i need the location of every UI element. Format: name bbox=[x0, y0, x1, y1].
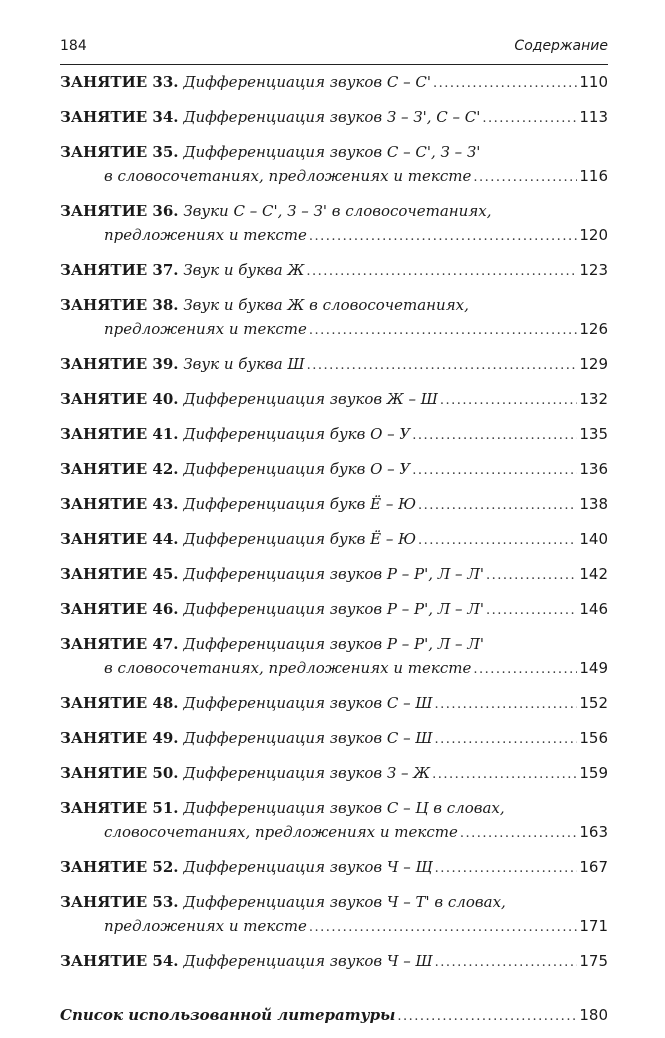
dot-leader bbox=[432, 763, 577, 787]
lesson-label: ЗАНЯТИЕ 44. bbox=[60, 530, 179, 548]
lesson-title: Дифференциация звуков Р – Р', Л – Л' bbox=[183, 635, 484, 653]
dot-leader bbox=[397, 1005, 577, 1029]
page-ref: 171 bbox=[579, 917, 608, 935]
lesson-label: ЗАНЯТИЕ 33. bbox=[60, 73, 179, 91]
lesson-title: Звук и буква Ж bbox=[183, 261, 305, 279]
page-ref: 167 bbox=[579, 858, 608, 876]
page-ref: 159 bbox=[579, 764, 608, 782]
page-ref: 120 bbox=[579, 226, 608, 244]
lesson-title: Звук и буква Ж в словосочетаниях, bbox=[183, 296, 469, 314]
lesson-label: ЗАНЯТИЕ 47. bbox=[60, 635, 179, 653]
dot-leader bbox=[435, 857, 578, 881]
lesson-label: ЗАНЯТИЕ 34. bbox=[60, 108, 179, 126]
page-ref: 135 bbox=[579, 425, 608, 443]
dot-leader bbox=[418, 529, 577, 553]
lesson-title: Звук и буква Ш bbox=[183, 355, 305, 373]
dot-leader bbox=[307, 354, 578, 378]
lesson-label: ЗАНЯТИЕ 41. bbox=[60, 425, 179, 443]
lesson-label: ЗАНЯТИЕ 45. bbox=[60, 565, 179, 583]
lesson-title: Звуки С – С', З – З' в словосочетаниях, bbox=[183, 202, 492, 220]
toc-entry bbox=[60, 199, 608, 249]
lesson-title: предложениях и тексте bbox=[104, 320, 307, 338]
lesson-title: Дифференциация звуков С – Ц в словах, bbox=[183, 799, 505, 817]
page-ref: 146 bbox=[579, 600, 608, 618]
dot-leader bbox=[435, 728, 578, 752]
dot-leader bbox=[412, 459, 577, 483]
page-ref: 129 bbox=[579, 355, 608, 373]
dot-leader bbox=[482, 107, 577, 131]
lesson-title: Дифференциация букв Ё – Ю bbox=[183, 495, 416, 513]
lesson-title: Дифференциация звуков С – С' bbox=[183, 73, 431, 91]
lesson-title: Дифференциация звуков Р – Р', Л – Л' bbox=[183, 565, 484, 583]
lesson-label: ЗАНЯТИЕ 49. bbox=[60, 729, 179, 747]
toc-entry bbox=[60, 890, 608, 940]
page-ref: 163 bbox=[579, 823, 608, 841]
lesson-title: Дифференциация звуков Ч – Щ bbox=[183, 858, 433, 876]
lesson-label: ЗАНЯТИЕ 54. bbox=[60, 952, 179, 970]
page-ref: 132 bbox=[579, 390, 608, 408]
lesson-title: Дифференциация букв Ё – Ю bbox=[183, 530, 416, 548]
dot-leader bbox=[306, 260, 577, 284]
page-ref: 136 bbox=[579, 460, 608, 478]
dot-leader bbox=[433, 72, 577, 96]
toc-entry bbox=[60, 562, 608, 588]
toc-entry bbox=[60, 597, 608, 623]
lesson-title: Дифференциация звуков Р – Р', Л – Л' bbox=[183, 600, 484, 618]
toc-entry bbox=[60, 691, 608, 717]
lesson-label: ЗАНЯТИЕ 48. bbox=[60, 694, 179, 712]
lesson-label: ЗАНЯТИЕ 46. bbox=[60, 600, 179, 618]
page-ref: 116 bbox=[579, 167, 608, 185]
dot-leader bbox=[473, 166, 577, 190]
lesson-title: Дифференциация звуков Ч – Ш bbox=[183, 952, 433, 970]
lesson-label: ЗАНЯТИЕ 38. bbox=[60, 296, 179, 314]
lesson-label: ЗАНЯТИЕ 40. bbox=[60, 390, 179, 408]
dot-leader bbox=[473, 658, 577, 682]
lesson-title: Дифференциация звуков С – Ш bbox=[183, 729, 433, 747]
toc-entry bbox=[60, 387, 608, 413]
lesson-label: ЗАНЯТИЕ 51. bbox=[60, 799, 179, 817]
page-ref: 180 bbox=[579, 1006, 608, 1024]
lesson-title: Дифференциация звуков Ч – Т' в словах, bbox=[183, 893, 506, 911]
toc-entry bbox=[60, 949, 608, 975]
lesson-title: Дифференциация звуков С – Ш bbox=[183, 694, 433, 712]
page-ref: 175 bbox=[579, 952, 608, 970]
lesson-label: ЗАНЯТИЕ 52. bbox=[60, 858, 179, 876]
lesson-label: ЗАНЯТИЕ 36. bbox=[60, 202, 179, 220]
lesson-label: ЗАНЯТИЕ 50. bbox=[60, 764, 179, 782]
dot-leader bbox=[440, 389, 577, 413]
page-ref: 138 bbox=[579, 495, 608, 513]
lesson-title: предложениях и тексте bbox=[104, 226, 307, 244]
toc-entry bbox=[60, 855, 608, 881]
lesson-title: словосочетаниях, предложениях и тексте bbox=[104, 823, 458, 841]
toc-entry bbox=[60, 796, 608, 846]
table-of-contents bbox=[60, 70, 608, 1038]
toc-entry bbox=[60, 726, 608, 752]
page-header bbox=[60, 38, 608, 54]
page-ref: 126 bbox=[579, 320, 608, 338]
lesson-label: ЗАНЯТИЕ 53. bbox=[60, 893, 179, 911]
page-ref: 152 bbox=[579, 694, 608, 712]
toc-entry bbox=[60, 457, 608, 483]
bibliography-title: Список использованной литературы bbox=[60, 1006, 396, 1024]
lesson-title: Дифференциация букв О – У bbox=[183, 460, 411, 478]
running-title: Содержание bbox=[514, 38, 608, 54]
toc-entry bbox=[60, 140, 608, 190]
toc-entry bbox=[60, 258, 608, 284]
page-ref: 110 bbox=[579, 73, 608, 91]
dot-leader bbox=[412, 424, 577, 448]
page-ref: 149 bbox=[579, 659, 608, 677]
dot-leader bbox=[309, 916, 578, 940]
toc-entry bbox=[60, 105, 608, 131]
toc-entry bbox=[60, 492, 608, 518]
toc-entry bbox=[60, 632, 608, 682]
dot-leader bbox=[486, 599, 577, 623]
dot-leader bbox=[435, 951, 578, 975]
toc-entry bbox=[60, 761, 608, 787]
lesson-title: предложениях и тексте bbox=[104, 917, 307, 935]
dot-leader bbox=[418, 494, 577, 518]
lesson-title: Дифференциация звуков З – З', С – С' bbox=[183, 108, 481, 126]
lesson-label: ЗАНЯТИЕ 37. bbox=[60, 261, 179, 279]
dot-leader bbox=[486, 564, 577, 588]
toc-entry bbox=[60, 70, 608, 96]
page-ref: 142 bbox=[579, 565, 608, 583]
page-ref: 123 bbox=[579, 261, 608, 279]
toc-entry bbox=[60, 422, 608, 448]
toc-entry bbox=[60, 293, 608, 343]
lesson-title: Дифференциация букв О – У bbox=[183, 425, 411, 443]
page-ref: 140 bbox=[579, 530, 608, 548]
lesson-label: ЗАНЯТИЕ 42. bbox=[60, 460, 179, 478]
lesson-title: Дифференциация звуков Ж – Ш bbox=[183, 390, 438, 408]
lesson-title: в словосочетаниях, предложениях и тексте bbox=[104, 167, 472, 185]
header-rule bbox=[60, 64, 608, 65]
lesson-title: Дифференциация звуков С – С', З – З' bbox=[183, 143, 481, 161]
dot-leader bbox=[309, 225, 578, 249]
dot-leader bbox=[309, 319, 578, 343]
lesson-title: в словосочетаниях, предложениях и тексте bbox=[104, 659, 472, 677]
dot-leader bbox=[460, 822, 577, 846]
lesson-label: ЗАНЯТИЕ 43. bbox=[60, 495, 179, 513]
page-ref: 113 bbox=[579, 108, 608, 126]
bibliography-entry bbox=[60, 1003, 608, 1029]
lesson-title: Дифференциация звуков З – Ж bbox=[183, 764, 431, 782]
page-number: 184 bbox=[60, 38, 87, 54]
page-ref: 156 bbox=[579, 729, 608, 747]
lesson-label: ЗАНЯТИЕ 39. bbox=[60, 355, 179, 373]
toc-entry bbox=[60, 527, 608, 553]
toc-entry bbox=[60, 352, 608, 378]
dot-leader bbox=[435, 693, 578, 717]
lesson-label: ЗАНЯТИЕ 35. bbox=[60, 143, 179, 161]
